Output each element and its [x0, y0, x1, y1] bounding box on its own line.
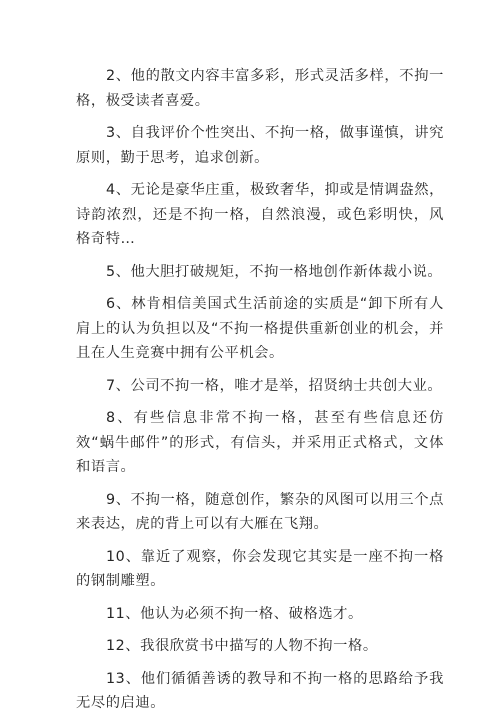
paragraph-4: 4、无论是豪华庄重，极致奢华，抑或是情调盎然，诗韵浓烈，还是不拘一格，自然浪漫，或色彩明快，风格奇特… — [76, 182, 444, 247]
paragraph-5: 5、他大胆打破规矩，不拘一格地创作新体裁小说。 — [106, 263, 443, 280]
paragraph-7: 7、公司不拘一格，唯才是举，招贤纳士共创大业。 — [106, 377, 443, 394]
paragraph-12: 12、我很欣赏书中描写的人物不拘一格。 — [106, 638, 378, 654]
paragraph-6: 6、林肯相信美国式生活前途的实质是“卸下所有人肩上的认为负担以及“不拘一格提供重新创业的机会，并且在人生竞赛中拥有公平机会。 — [76, 296, 444, 361]
paragraph-8: 8、有些信息非常不拘一格，甚至有些信息还仿效“蜗牛邮件”的形式，有信头，并采用正式格式，文体和语言。 — [76, 410, 444, 475]
paragraph-13: 13、他们循循善诱的教导和不拘一格的思路给予我无尽的启迪。 — [76, 670, 444, 711]
document-body — [76, 64, 444, 724]
paragraph-9: 9、不拘一格，随意创作，繁杂的风图可以用三个点来表达，虎的背上可以有大雁在飞翔。 — [76, 491, 444, 532]
paragraph-11: 11、他认为必须不拘一格、破格选才。 — [106, 605, 363, 622]
paragraph-10: 10、靠近了观察，你会发现它其实是一座不拘一格的钢制雕塑。 — [76, 548, 444, 589]
paragraph-3: 3、自我评价个性突出、不拘一格，做事谨慎，讲究原则，勤于思考，追求创新。 — [76, 125, 444, 166]
paragraph-2: 2、他的散文内容丰富多彩，形式灵活多样，不拘一格，极受读者喜爱。 — [76, 68, 444, 109]
